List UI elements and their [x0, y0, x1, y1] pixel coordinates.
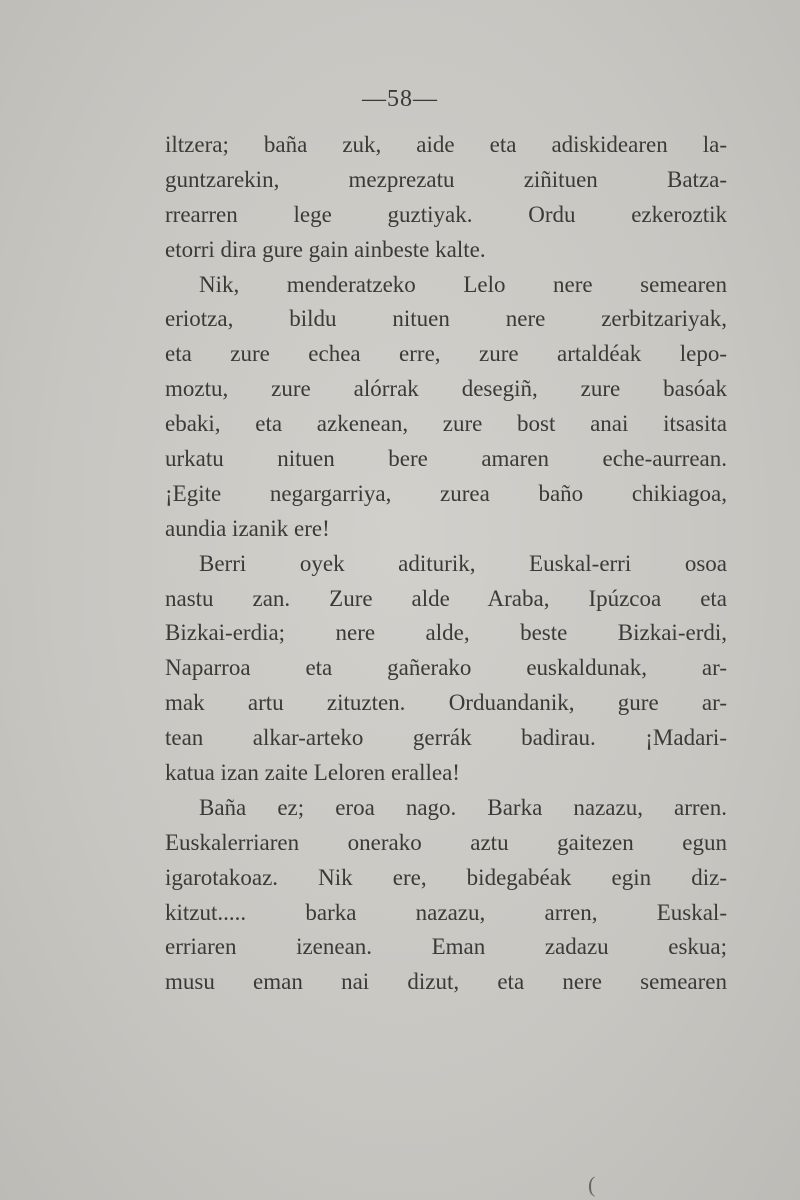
text-line: rrearren lege guztiyak. Ordu ezkeroztik: [165, 201, 727, 227]
text-line: Euskalerriaren onerako aztu gaitezen egun: [165, 829, 727, 855]
text-line: nastu zan. Zure alde Araba, Ipúzcoa eta: [165, 585, 727, 611]
text-line: kitzut..... barka nazazu, arren, Euskal-: [165, 899, 727, 925]
bottom-mark: (: [588, 1172, 596, 1197]
text-line: mak artu zituzten. Orduandanik, gure ar-: [165, 690, 727, 716]
text-line: aundia izanik ere!: [165, 515, 330, 541]
text-line: iltzera; baña zuk, aide eta adiskidearen la-: [165, 132, 727, 157]
text-line: eriotza, bildu nituen nere zerbitzariyak,: [165, 306, 727, 332]
text-line: ¡Egite negargarriya, zurea baño chikiagoa,: [165, 480, 727, 506]
text-line: urkatu nituen bere amaren eche-aurrean.: [165, 446, 727, 472]
text-line: etorri dira gure gain ainbeste kalte.: [165, 236, 486, 262]
text-line: musu eman nai dizut, eta nere semearen: [165, 969, 727, 995]
text-line: ebaki, eta azkenean, zure bost anai itsasita: [165, 411, 727, 437]
text-line: eta zure echea erre, zure artaldéak lepo-: [165, 341, 727, 367]
page-number: —58—: [362, 86, 438, 112]
text-line: Nik, menderatzeko Lelo nere semearen: [199, 271, 727, 297]
text-line: erriaren izenean. Eman zadazu eskua;: [165, 934, 727, 960]
text-block: [165, 128, 727, 1000]
text-line: Berri oyek aditurik, Euskal-erri osoa: [199, 550, 727, 576]
text-line: katua izan zaite Leloren erallea!: [165, 760, 460, 786]
text-line: igarotakoaz. Nik ere, bidegabéak egin diz-: [165, 864, 727, 890]
text-line: Naparroa eta gañerako euskaldunak, ar-: [165, 655, 727, 681]
text-line: Bizkai-erdia; nere alde, beste Bizkai-erdi,: [165, 620, 727, 646]
text-line: guntzarekin, mezprezatu ziñituen Batza-: [165, 166, 727, 192]
text-line: moztu, zure alórrak desegiñ, zure basóak: [165, 376, 727, 402]
text-line: Baña ez; eroa nago. Barka nazazu, arren.: [199, 794, 727, 820]
text-line: tean alkar-arteko gerrák badirau. ¡Madari-: [165, 725, 727, 751]
